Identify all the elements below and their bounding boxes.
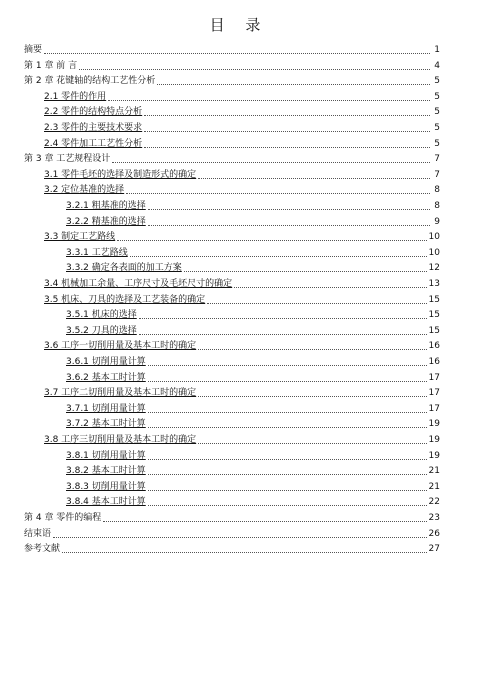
toc-entry-page-number: 15 [428, 310, 440, 321]
toc-entry[interactable] [66, 415, 440, 430]
toc-entry-page-number: 22 [428, 497, 440, 508]
toc-entry-label: 参考文献 [24, 544, 61, 555]
toc-entry[interactable] [44, 384, 440, 399]
toc-entry-label: 第 3 章 工艺规程设计 [24, 154, 111, 165]
toc-entry-label: 第 1 章 前 言 [24, 60, 78, 71]
toc-entry-page-number: 15 [428, 294, 440, 305]
toc-entry[interactable] [66, 478, 440, 493]
toc-entry-label: 3.8.3 切削用量计算 [66, 481, 146, 492]
toc-entry-page-number: 21 [428, 481, 440, 492]
toc-entry-page-number: 10 [428, 232, 440, 243]
toc-leader-dots [198, 396, 426, 397]
toc-entry-label: 3.5.2 刀具的选择 [66, 325, 137, 336]
toc-entry[interactable] [44, 119, 440, 134]
toc-entry-page-number: 10 [428, 247, 440, 258]
toc-entry[interactable] [66, 197, 440, 212]
toc-entry[interactable] [44, 135, 440, 150]
toc-leader-dots [148, 474, 427, 475]
toc-entry-page-number: 19 [428, 435, 440, 445]
toc-entry-label: 3.2 定位基准的选择 [44, 185, 125, 196]
toc-entry[interactable] [44, 103, 440, 118]
toc-entry[interactable] [44, 166, 440, 181]
toc-leader-dots [53, 537, 427, 538]
toc-entry-page-number: 19 [428, 450, 440, 461]
toc-entry[interactable] [24, 150, 440, 165]
toc-entry[interactable] [44, 88, 440, 103]
toc-entry[interactable] [44, 431, 440, 446]
toc-entry[interactable] [66, 369, 440, 384]
toc-leader-dots [139, 334, 427, 335]
toc-entry[interactable] [24, 509, 440, 524]
toc-entry-page-number: 4 [434, 60, 440, 71]
toc-entry-page-number: 5 [434, 76, 440, 87]
toc-entry-label: 3.2.1 粗基准的选择 [66, 201, 146, 211]
toc-leader-dots [108, 100, 430, 101]
toc-entry-label: 摘要 [24, 45, 43, 55]
toc-leader-dots [198, 178, 430, 179]
toc-entry-label: 结束语 [24, 528, 52, 539]
toc-entry-label: 3.4 机械加工余量、工序尺寸及毛坯尺寸的确定 [44, 279, 233, 289]
toc-entry-label: 3.8.1 切削用量计算 [66, 450, 146, 461]
toc-entry-page-number: 9 [434, 216, 440, 227]
toc-entry-page-number: 7 [434, 169, 440, 180]
toc-leader-dots [144, 115, 430, 116]
toc-entry[interactable] [66, 259, 440, 274]
toc-entry-page-number: 17 [428, 372, 440, 383]
toc-leader-dots [198, 443, 426, 444]
toc-entry[interactable] [66, 244, 440, 259]
toc-leader-dots [144, 147, 430, 148]
toc-entry-label: 3.5.1 机床的选择 [66, 310, 137, 321]
toc-leader-dots [130, 256, 427, 257]
toc-entry[interactable] [24, 525, 440, 540]
toc-leader-dots [103, 521, 426, 522]
toc-leader-dots [148, 412, 427, 413]
toc-entry[interactable] [66, 400, 440, 415]
toc-entry-label: 3.8.2 基本工时计算 [66, 466, 146, 477]
toc-entry-label: 3.7.1 切削用量计算 [66, 403, 146, 414]
toc-entry-label: 3.8 工序三切削用量及基本工时的确定 [44, 435, 197, 445]
toc-entry-label: 3.1 零件毛坯的选择及制造形式的确定 [44, 169, 197, 180]
toc-entry[interactable] [66, 213, 440, 228]
toc-entry-label: 3.3.2 确定各表面的加工方案 [66, 263, 182, 274]
toc-entry[interactable] [24, 57, 440, 72]
toc-leader-dots [62, 552, 427, 553]
toc-entry-label: 3.5 机床、刀具的选择及工艺装备的确定 [44, 294, 206, 305]
toc-entry[interactable] [66, 322, 440, 337]
toc-title: 目 录 [209, 16, 269, 34]
toc-entry[interactable] [44, 181, 440, 196]
toc-leader-dots [44, 53, 430, 54]
toc-entry-label: 2.1 零件的作用 [44, 91, 107, 102]
toc-entry-page-number: 8 [434, 201, 440, 211]
toc-leader-dots [207, 303, 426, 304]
toc-entry[interactable] [66, 462, 440, 477]
toc-entry-page-number: 21 [428, 466, 440, 477]
toc-entry[interactable] [66, 306, 440, 321]
toc-entry-page-number: 12 [428, 263, 440, 274]
toc-entry-page-number: 7 [434, 154, 440, 165]
toc-entry-label: 2.2 零件的结构特点分析 [44, 107, 143, 118]
toc-entry[interactable] [24, 540, 440, 555]
toc-entry-label: 3.2.2 精基准的选择 [66, 216, 146, 227]
toc-entry-label: 3.6.2 基本工时计算 [66, 372, 146, 383]
toc-leader-dots [148, 427, 427, 428]
toc-entry-page-number: 27 [428, 544, 440, 555]
toc-entry[interactable] [44, 228, 440, 243]
toc-entry-page-number: 13 [428, 279, 440, 289]
toc-leader-dots [157, 84, 430, 85]
toc-leader-dots [198, 349, 426, 350]
toc-entry[interactable] [44, 337, 440, 352]
toc-entry[interactable] [24, 72, 440, 87]
toc-leader-dots [117, 240, 426, 241]
toc-entry-label: 2.4 零件加工工艺性分析 [44, 138, 143, 149]
toc-entry-page-number: 15 [428, 325, 440, 336]
toc-entry-label: 3.3 制定工艺路线 [44, 232, 116, 243]
toc-entry-page-number: 26 [428, 528, 440, 539]
toc-leader-dots [234, 287, 426, 288]
toc-leader-dots [148, 381, 427, 382]
toc-entry-page-number: 5 [434, 123, 440, 133]
toc-entry[interactable] [44, 275, 440, 290]
toc-entry-label: 3.7 工序二切削用量及基本工时的确定 [44, 388, 197, 399]
toc-leader-dots [126, 193, 430, 194]
toc-entry-page-number: 16 [428, 341, 440, 352]
toc-entry-page-number: 16 [428, 357, 440, 367]
toc-entry-page-number: 17 [428, 403, 440, 414]
toc-entry-label: 2.3 零件的主要技术要求 [44, 123, 143, 133]
toc-entry-label: 3.6.1 切削用量计算 [66, 357, 146, 367]
toc-entry-label: 3.8.4 基本工时计算 [66, 497, 146, 508]
toc-leader-dots [148, 490, 427, 491]
toc-entry-page-number: 5 [434, 138, 440, 149]
toc-leader-dots [112, 162, 430, 163]
toc-entry[interactable] [24, 41, 440, 56]
toc-entry-label: 第 4 章 零件的编程 [24, 513, 102, 523]
toc-entry-label: 3.7.2 基本工时计算 [66, 419, 146, 430]
toc-entry[interactable] [66, 493, 440, 508]
toc-leader-dots [139, 318, 427, 319]
toc-entry[interactable] [66, 353, 440, 368]
toc-leader-dots [148, 225, 430, 226]
toc-entry-page-number: 23 [428, 513, 440, 523]
toc-leader-dots [79, 69, 430, 70]
toc-leader-dots [148, 459, 427, 460]
toc-entry-label: 第 2 章 花键轴的结构工艺性分析 [24, 76, 156, 87]
toc-entry-page-number: 19 [428, 419, 440, 430]
toc-entry-page-number: 5 [434, 91, 440, 102]
toc-entry-page-number: 1 [434, 45, 440, 55]
toc-entry-label: 3.6 工序一切削用量及基本工时的确定 [44, 341, 197, 352]
toc-leader-dots [148, 209, 430, 210]
toc-entry-label: 3.3.1 工艺路线 [66, 247, 128, 258]
toc-entry[interactable] [44, 291, 440, 306]
toc-entry-page-number: 5 [434, 107, 440, 118]
toc-entry[interactable] [66, 447, 440, 462]
toc-entry-page-number: 8 [434, 185, 440, 196]
toc-leader-dots [184, 271, 427, 272]
toc-leader-dots [148, 365, 427, 366]
toc-leader-dots [144, 131, 430, 132]
toc-entry-page-number: 17 [428, 388, 440, 399]
toc-leader-dots [148, 505, 427, 506]
